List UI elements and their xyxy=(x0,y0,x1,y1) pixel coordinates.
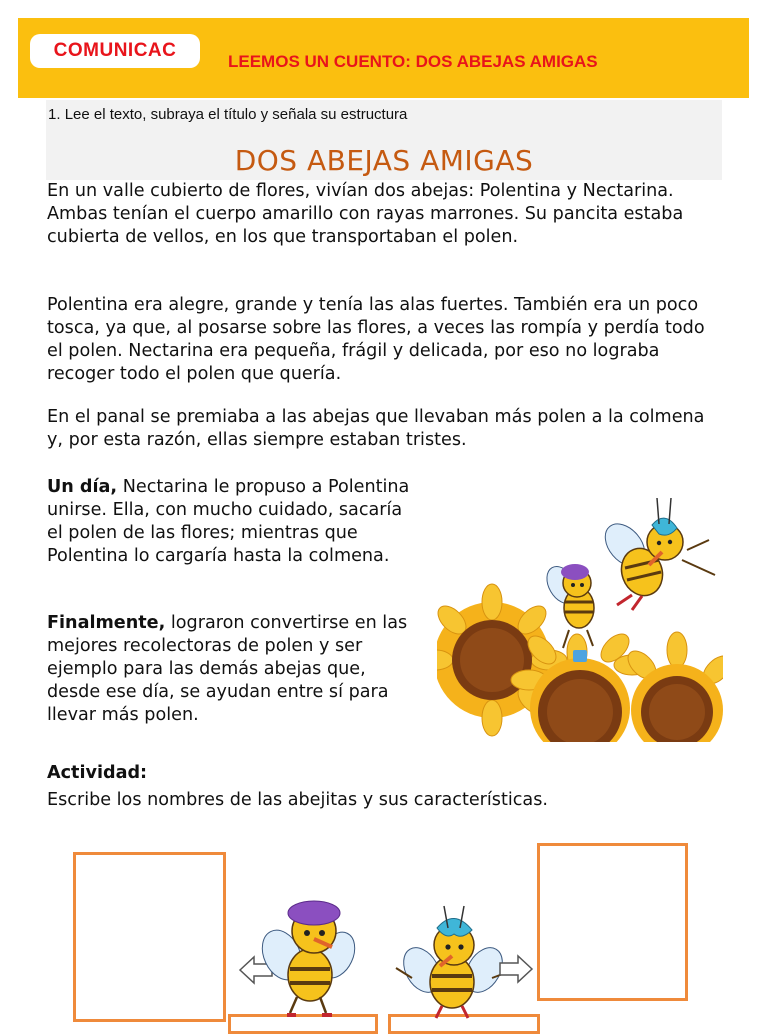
bee-with-sunflowers-illustration xyxy=(437,490,723,742)
instruction-number: 1. xyxy=(48,106,61,123)
header-banner xyxy=(18,18,749,98)
connector-un-dia: Un día, xyxy=(47,477,118,497)
answer-box-left[interactable] xyxy=(73,852,226,1022)
instruction-text: Lee el texto, subraya el título y señala su estructura xyxy=(64,106,408,123)
connector-finalmente: Finalmente, xyxy=(47,613,166,633)
story-title: DOS ABEJAS AMIGAS xyxy=(234,144,534,177)
lesson-title: LEEMOS UN CUENTO: DOS ABEJAS AMIGAS xyxy=(228,52,598,71)
story-paragraph-2: Polentina era alegre, grande y tenía las alas fuertes. También era un poco tosca, ya que, al posarse sobre las flores, a veces las rompía y perdía todo el polen. Nectarina era pequeña, frágil y delicada, por eso no lograba recoger todo el polen que quería. xyxy=(47,295,705,384)
bee-purple-hat-icon xyxy=(252,893,362,1018)
paragraph-5-text: lograron convertirse en las mejores recolectoras de polen y ser ejemplo para las demás abejas que, desde ese día, se ayudan entre sí para llevar más polen. xyxy=(47,613,408,725)
activity-prompt: Escribe los nombres de las abejitas y sus características. xyxy=(47,790,548,810)
story-paragraph-4 xyxy=(47,476,419,568)
answer-box-right[interactable] xyxy=(537,843,688,1001)
story-paragraph-3: En el panal se premiaba a las abejas que llevaban más polen a la colmena y, por esta razón, ellas siempre estaban tristes. xyxy=(47,407,705,450)
instruction xyxy=(48,106,407,123)
activity-heading: Actividad: xyxy=(47,763,148,783)
subject-badge: COMUNICAC xyxy=(30,34,200,68)
bee-blue-bow-icon xyxy=(392,900,512,1020)
story-paragraph-1: En un valle cubierto de flores, vivían dos abejas: Polentina y Nectarina. Ambas tenían el cuerpo amarillo con rayas marrones. Su pancita estaba cubierta de vellos, en los que transportaban el polen. xyxy=(47,181,684,247)
instruction-box xyxy=(46,100,722,180)
arrow-right-icon xyxy=(498,953,534,985)
story-paragraph-5 xyxy=(47,612,419,727)
paragraph-4-text: Nectarina le propuso a Polentina unirse. Ella, con mucho cuidado, sacaría el polen de las flores; mientras que Polentina lo cargaría hasta la colmena. xyxy=(47,477,410,566)
